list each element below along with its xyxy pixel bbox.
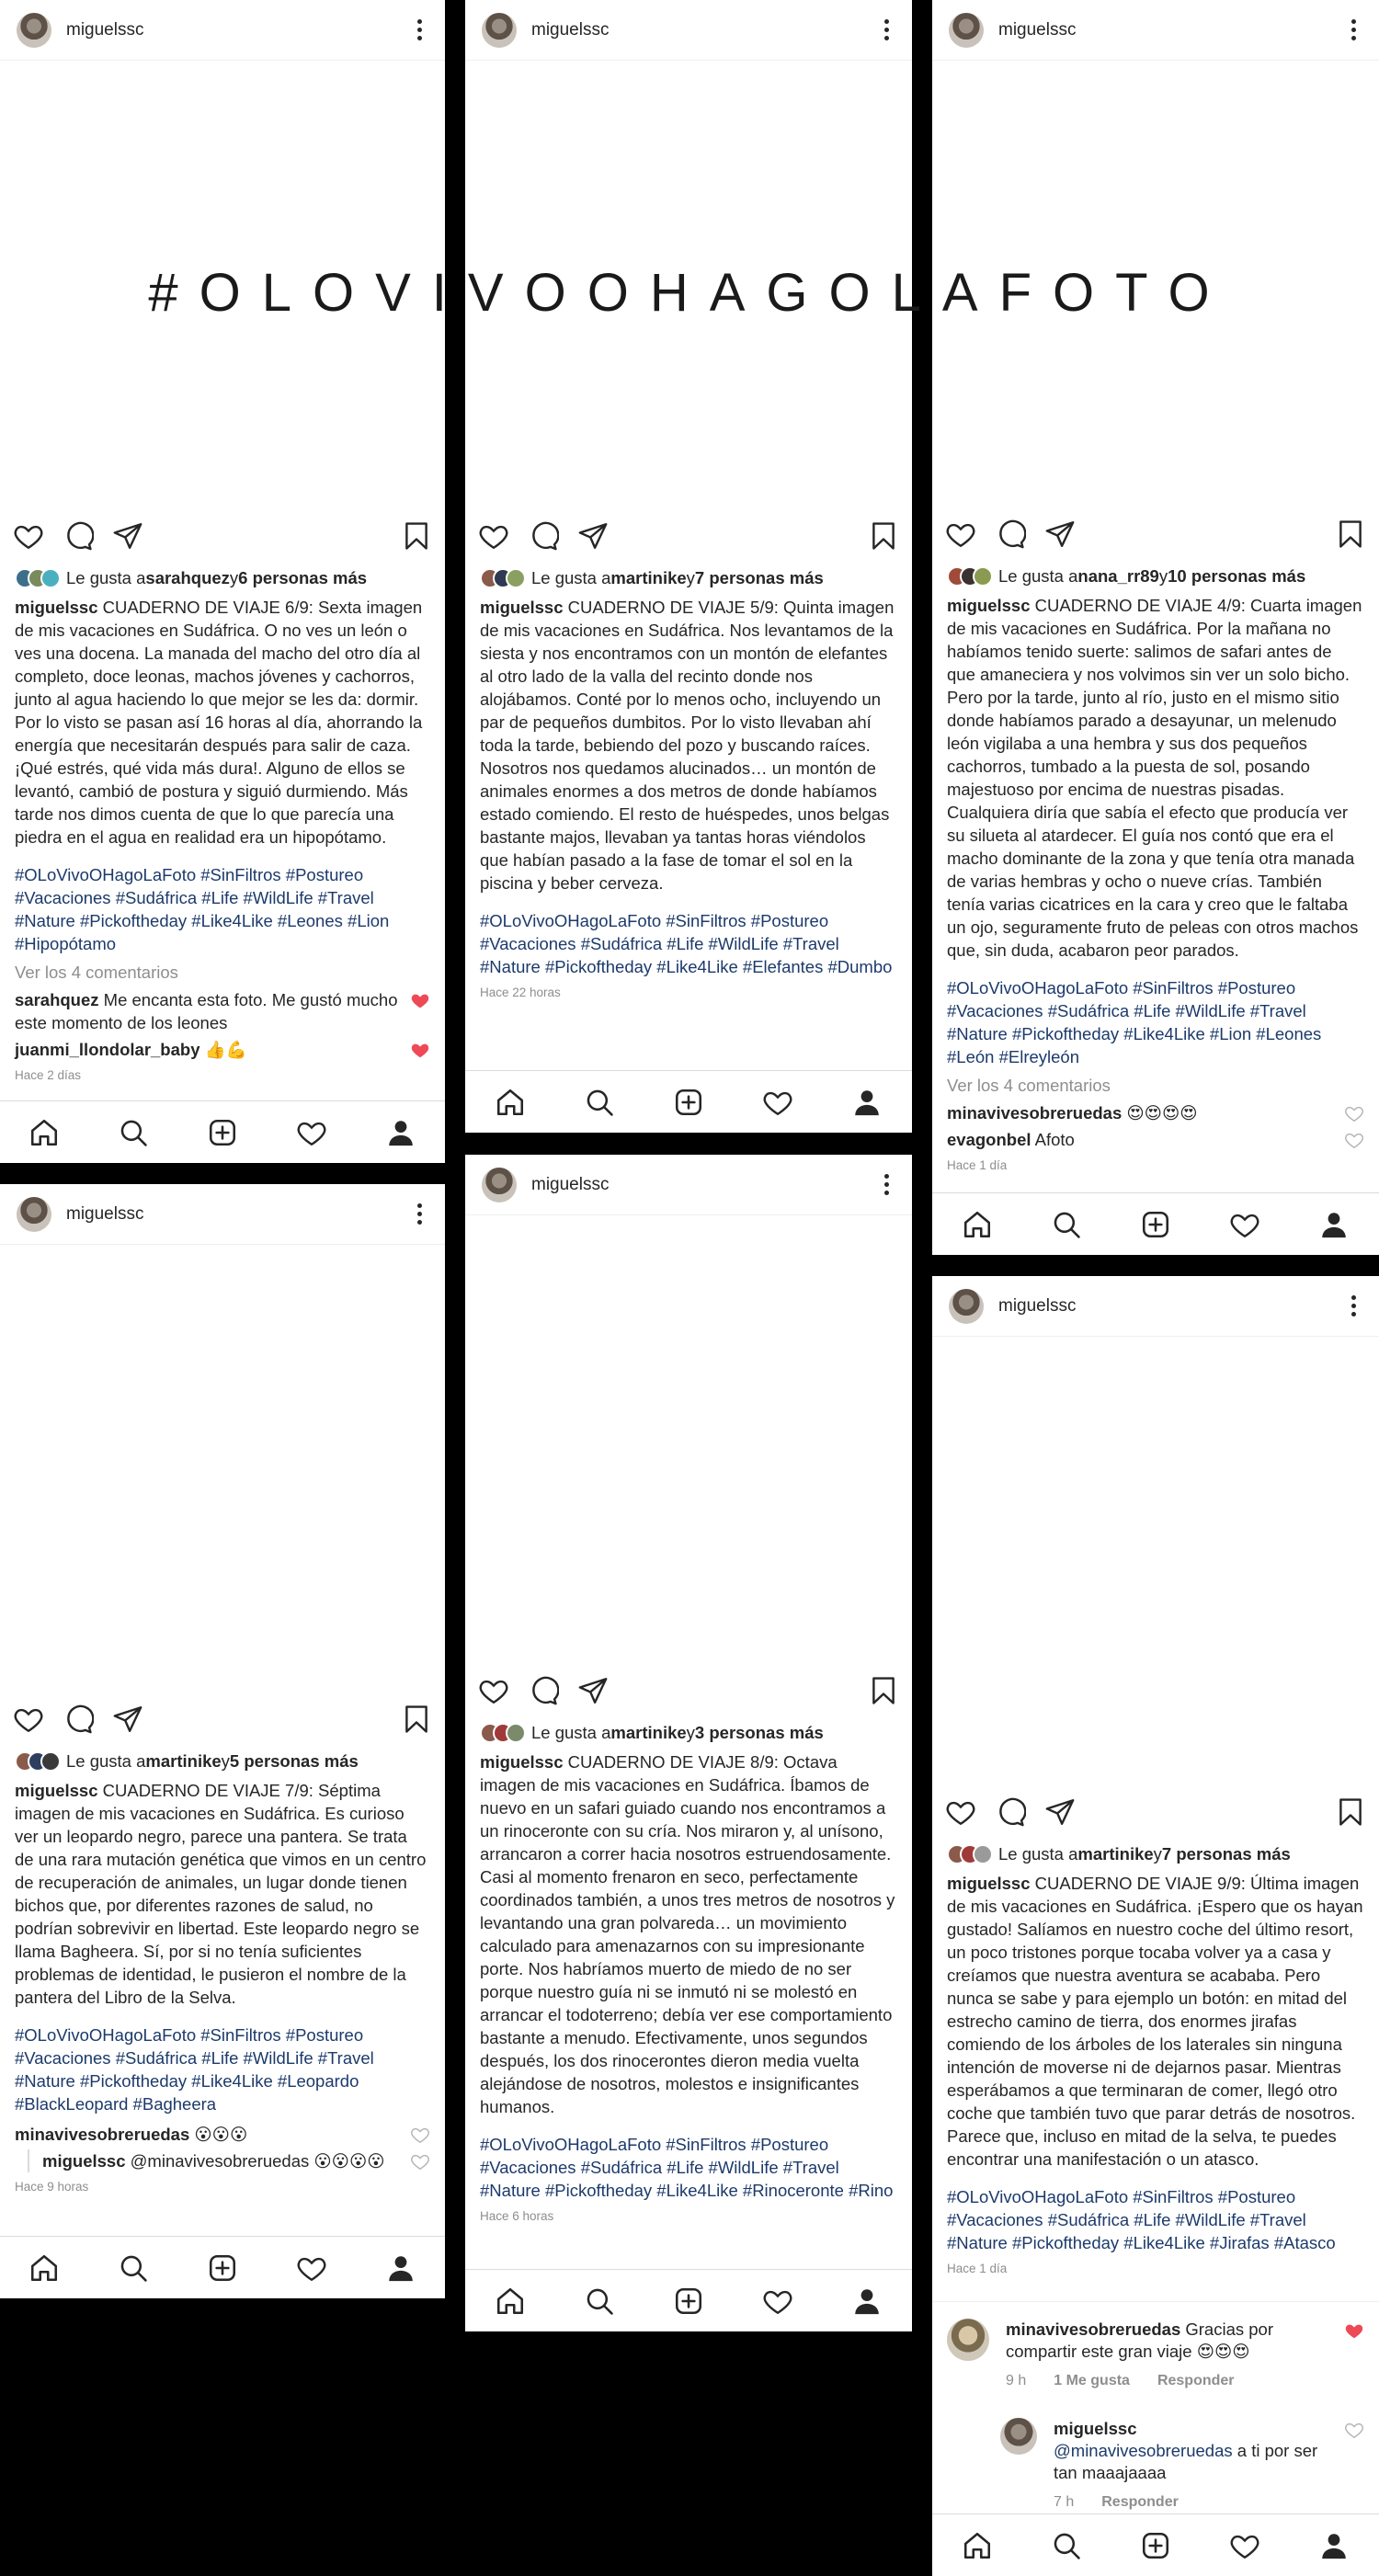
more-options-icon[interactable] — [410, 17, 428, 44]
profile-icon[interactable] — [1318, 2530, 1350, 2561]
caption-text: CUADERNO DE VIAJE 9/9: Última imagen de mis vacaciones en Sudáfrica. ¡Espero que os hayan gustado! Salíamos en nuestro coche del último resort, un poco tristones porque tocaba volver ya a casa y creíamos que nuestra aventura se acababa. Pero nunca se sabe y para ejemplo un botón: en mitad del estrecho camino de tierra, dos enormes jirafas comiendo de los árboles de los laterales sin ninguna intención de moverse ni de dejarnos pasar. Mientras esperábamos a que terminaran de comer, llegó otro coche que también tuvo que parar detrás de nosotros. Parece que, incluso en mitad de la selva, te puedes encontrar una manifestación o un atasco. — [947, 1874, 1363, 2169]
bottom-nav — [465, 1070, 912, 1133]
comment-username[interactable]: minavivesobreruedas — [1006, 2320, 1181, 2339]
comment-username[interactable]: minavivesobreruedas — [947, 1103, 1123, 1123]
comment-username[interactable]: minavivesobreruedas — [15, 2125, 190, 2144]
share-icon[interactable] — [112, 520, 143, 552]
comment-icon[interactable] — [995, 1796, 1026, 1828]
avatar[interactable] — [482, 1168, 517, 1203]
comment-icon[interactable] — [528, 1675, 559, 1706]
add-icon[interactable] — [673, 2285, 704, 2317]
post-6-screen — [0, 0, 445, 1163]
save-icon[interactable] — [401, 1704, 432, 1735]
like-icon[interactable] — [478, 1675, 509, 1706]
post-caption — [0, 592, 445, 849]
caption-username[interactable]: miguelssc — [947, 1874, 1031, 1893]
action-bar — [465, 1662, 912, 1719]
likes-mid: y — [1153, 1844, 1162, 1864]
liker-avatars — [480, 1723, 519, 1743]
search-icon[interactable] — [584, 2285, 615, 2317]
save-icon[interactable] — [401, 520, 432, 552]
comment-icon[interactable] — [528, 520, 559, 552]
search-icon[interactable] — [584, 1087, 615, 1118]
comment-like-icon[interactable] — [410, 2125, 430, 2145]
like-icon[interactable] — [13, 520, 44, 552]
likes-summary[interactable] — [0, 564, 445, 592]
home-icon[interactable] — [495, 1087, 526, 1118]
post-9-screen — [932, 1276, 1379, 2576]
home-icon[interactable] — [28, 1117, 60, 1148]
home-icon[interactable] — [28, 2252, 60, 2284]
post-5-screen — [465, 0, 912, 1133]
comment-like-icon[interactable] — [1344, 2420, 1364, 2440]
post-image[interactable] — [465, 1215, 912, 1662]
username[interactable]: miguelssc — [66, 1203, 144, 1224]
post-hashtags[interactable]: #OLoVivoOHagoLaFoto #SinFiltros #Postureo #Vacaciones #Sudáfrica #Life #WildLife #Travel #Nature #Pickoftheday #Like4Like #Lion #Leones #León #Elreyleón — [947, 978, 1322, 1066]
liked-user[interactable]: martinike — [610, 1723, 687, 1742]
avatar[interactable] — [949, 1289, 984, 1324]
profile-icon[interactable] — [851, 1087, 883, 1118]
share-icon[interactable] — [1044, 1796, 1076, 1828]
likes-prefix: Le gusta a — [531, 568, 611, 587]
likes-mid: y — [686, 568, 695, 587]
post-header — [0, 0, 445, 61]
add-icon[interactable] — [1140, 1209, 1171, 1240]
post-hashtags[interactable]: #OLoVivoOHagoLaFoto #SinFiltros #Postureo #Vacaciones #Sudáfrica #Life #WildLife #Travel #Nature #Pickoftheday #Like4Like #Leones #Lion #Hipopótamo — [15, 865, 390, 953]
action-bar — [932, 1784, 1379, 1841]
comment-text: Me encanta esta foto. Me gustó mucho este momento de los leones — [15, 990, 398, 1032]
search-icon[interactable] — [118, 2252, 149, 2284]
comment-liked-heart-icon[interactable] — [1344, 2320, 1364, 2341]
post-hashtags[interactable]: #OLoVivoOHagoLaFoto #SinFiltros #Postureo #Vacaciones #Sudáfrica #Life #WildLife #Travel #Nature #Pickoftheday #Like4Like #Leopardo #BlackLeopard #Bagheera — [15, 2025, 374, 2114]
bottom-nav — [0, 1100, 445, 1163]
post-image[interactable] — [0, 1245, 445, 1691]
avatar[interactable] — [949, 13, 984, 48]
post-caption — [465, 1747, 912, 2118]
avatar[interactable] — [17, 1197, 51, 1232]
post-header — [465, 1155, 912, 1215]
bottom-nav — [465, 2269, 912, 2331]
liked-count[interactable]: 5 personas más — [229, 1751, 359, 1771]
action-bar — [0, 1691, 445, 1748]
comment-icon[interactable] — [63, 1704, 94, 1735]
heart-icon[interactable] — [1229, 2530, 1260, 2561]
search-icon[interactable] — [118, 1117, 149, 1148]
comment-username[interactable]: miguelssc — [1054, 2419, 1137, 2438]
like-icon[interactable] — [478, 520, 509, 552]
bottom-nav — [0, 2236, 445, 2298]
share-icon[interactable] — [577, 1675, 609, 1706]
divider — [932, 2301, 1379, 2302]
home-icon[interactable] — [495, 2285, 526, 2317]
likes-prefix: Le gusta a — [998, 566, 1078, 586]
caption-text: CUADERNO DE VIAJE 7/9: Séptima imagen de mis vacaciones en Sudáfrica. Es curioso ver un leopardo negro, parece una pantera. Se trata de una rara mutación genética que vimos en un centro de recuperación de animales, un lugar donde tienen bichos que, por diferentes razones de salud, no podrían sobrevivir en libertad. Este leopardo negro se llama Bagheera. Sí, por si no tenía suficientes problemas de identidad, le pusieron el nombre de la pantera del Libro de la Selva. — [15, 1781, 427, 2007]
comment-item — [932, 1124, 1379, 1151]
like-icon[interactable] — [945, 519, 976, 550]
likes-mid: y — [1158, 566, 1168, 586]
comment-likes-count[interactable]: 1 Me gusta — [1054, 2373, 1130, 2388]
post-header — [932, 1276, 1379, 1337]
likes-mid: y — [221, 1751, 230, 1771]
likes-summary[interactable] — [465, 564, 912, 592]
liked-user[interactable]: martinike — [145, 1751, 222, 1771]
home-icon[interactable] — [962, 1209, 993, 1240]
profile-icon[interactable] — [385, 1117, 416, 1148]
comment-liked-heart-icon[interactable] — [410, 1040, 430, 1060]
like-icon[interactable] — [13, 1704, 44, 1735]
comment-like-icon[interactable] — [410, 2151, 430, 2171]
heart-icon[interactable] — [296, 2252, 327, 2284]
post-caption — [932, 590, 1379, 962]
likes-summary[interactable] — [0, 1748, 445, 1775]
comment-text: Afoto — [1034, 1130, 1075, 1149]
comment-text: a ti por ser tan maaajaaaa — [1054, 2441, 1318, 2482]
add-icon[interactable] — [207, 1117, 238, 1148]
more-options-icon[interactable] — [877, 17, 895, 44]
username[interactable]: miguelssc — [998, 19, 1077, 40]
post-hashtags[interactable]: #OLoVivoOHagoLaFoto #SinFiltros #Postureo #Vacaciones #Sudáfrica #Life #WildLife #Travel #Nature #Pickoftheday #Like4Like #Rinoceronte #Rino — [480, 2135, 894, 2200]
liked-user[interactable]: sarahquez — [145, 568, 230, 587]
post-header — [0, 1184, 445, 1245]
post-caption — [932, 1868, 1379, 2171]
post-time: Hace 6 horas — [480, 2209, 554, 2223]
likes-summary[interactable] — [465, 1719, 912, 1747]
comment-item — [932, 1098, 1379, 1124]
search-icon[interactable] — [1051, 2530, 1082, 2561]
likes-summary[interactable] — [932, 563, 1379, 590]
profile-icon[interactable] — [385, 2252, 416, 2284]
caption-text: CUADERNO DE VIAJE 4/9: Cuarta imagen de mis vacaciones en Sudáfrica. Por la mañana no habíamos tenido suerte: salimos de safari antes de que amaneciera y nos volvimos sin ver un solo bicho. Pero por la tarde, junto al río, justo en el mismo sitio donde habíamos parado a desayunar, un melenudo león vigilaba a una hembra y sus dos pequeños cachorros, tumbado a la puesta de sol, posando majestuoso por encima de nuestras pisadas. Cualquiera diría que sabía el efecto que producía ver su silueta al atardecer. El guía nos contó que era el macho dominante de la zona y que tenía otra manada de varias hembras y ocho o nueve crías. También tenía varias cicatrices en la cara y creo que le faltaba un ojo, seguramente fruto de peleas con otros machos que, sin duda, acabaron peor parados. — [947, 596, 1362, 960]
post-time: Hace 9 horas — [15, 2180, 89, 2194]
username[interactable]: miguelssc — [531, 1174, 610, 1194]
share-icon[interactable] — [577, 520, 609, 552]
username[interactable]: miguelssc — [66, 19, 144, 40]
comment-username[interactable]: sarahquez — [15, 990, 99, 1009]
liked-user[interactable]: martinike — [1077, 1844, 1154, 1864]
liker-avatars — [947, 566, 986, 587]
liked-count[interactable]: 3 personas más — [694, 1723, 824, 1742]
liker-avatars — [15, 1751, 53, 1772]
comment-thread — [932, 2319, 1379, 2392]
liker-avatars — [947, 1844, 986, 1864]
bottom-nav — [932, 1192, 1379, 1255]
add-icon[interactable] — [1140, 2530, 1171, 2561]
bottom-nav — [932, 2513, 1379, 2576]
heart-icon[interactable] — [1229, 1209, 1260, 1240]
comment-username[interactable]: juanmi_llondolar_baby — [15, 1040, 200, 1059]
comment-like-icon[interactable] — [1344, 1130, 1364, 1150]
post-4-screen — [932, 0, 1379, 1255]
likes-prefix: Le gusta a — [531, 1723, 611, 1742]
more-options-icon[interactable] — [1344, 17, 1362, 44]
share-icon[interactable] — [112, 1704, 143, 1735]
username[interactable]: miguelssc — [531, 19, 610, 40]
likes-mid: y — [229, 568, 239, 587]
comment-item — [0, 2115, 445, 2146]
post-image[interactable] — [932, 1337, 1379, 1784]
post-8-screen — [465, 1155, 912, 2331]
username[interactable]: miguelssc — [998, 1295, 1077, 1316]
caption-text: CUADERNO DE VIAJE 6/9: Sexta imagen de mis vacaciones en Sudáfrica. O no ves un león o ves una docena. La manada del macho del otro día al completo, doce leonas, machos jóvenes y cachorros, junto al agua haciendo lo que mejor se les da: dormir. Por lo visto se pasan así 16 horas al día, ahorrando la energía que necesitarán después para salir de caza. ¡Qué estrés, qué vida más dura!. Alguno de ellos se levantó, cambió de postura y siguió durmiendo. Más tarde nos dimos cuenta de que lo que parecía una piedra en el agua en realidad era un hipopótamo. — [15, 598, 423, 847]
comment-icon[interactable] — [995, 519, 1026, 550]
profile-icon[interactable] — [851, 2285, 883, 2317]
comment-item — [0, 985, 445, 1034]
liker-avatars — [15, 568, 53, 588]
save-icon[interactable] — [1335, 519, 1366, 550]
heart-icon[interactable] — [762, 2285, 793, 2317]
reply-mention[interactable]: @minavivesobreruedas — [1054, 2441, 1233, 2460]
comment-text: 😍😍😍😍 — [1126, 1103, 1198, 1123]
caption-text: CUADERNO DE VIAJE 5/9: Quinta imagen de mis vacaciones en Sudáfrica. Nos levantamos de la siesta y nos encontramos con un montón de elefantes al otro lado de la valla del recinto donde nos alojábamos. Conté por lo menos ocho, incluyendo un par de pequeños dumbitos. Por lo visto llevaban ahí toda la tarde, bebiendo del pozo y buscando raíces. Nosotros nos quedamos alucinados… un montón de animales enormes a dos metros de donde habíamos estado comiendo. El resto de huéspedes, unos belgas bastante majos, llevaban ya tantas horas viéndolos que habían pasado a la fase de tomar el sol en la piscina y beber cerveza. — [480, 598, 895, 893]
comment-time: 9 h — [1006, 2373, 1027, 2388]
add-icon[interactable] — [673, 1087, 704, 1118]
likes-summary[interactable] — [932, 1841, 1379, 1868]
post-caption — [465, 592, 912, 895]
comment-text: Gracias por compartir este gran viaje 😍😍😍 — [1006, 2320, 1273, 2361]
search-icon[interactable] — [1051, 1209, 1082, 1240]
more-options-icon[interactable] — [410, 1201, 428, 1228]
post-hashtags[interactable]: #OLoVivoOHagoLaFoto #SinFiltros #Postureo #Vacaciones #Sudáfrica #Life #WildLife #Travel #Nature #Pickoftheday #Like4Like #Jirafas #Atasco — [947, 2187, 1336, 2252]
caption-username[interactable]: miguelssc — [480, 1752, 564, 1772]
more-options-icon[interactable] — [877, 1171, 895, 1199]
comment-like-icon[interactable] — [1344, 1103, 1364, 1123]
avatar[interactable] — [17, 13, 51, 48]
caption-username[interactable]: miguelssc — [15, 598, 98, 617]
view-all-comments[interactable]: Ver los 4 comentarios — [15, 963, 178, 982]
heart-icon[interactable] — [762, 1087, 793, 1118]
likes-prefix: Le gusta a — [66, 1751, 146, 1771]
avatar[interactable] — [482, 13, 517, 48]
like-icon[interactable] — [945, 1796, 976, 1828]
comment-reply — [932, 2418, 1379, 2513]
liked-count[interactable]: 10 personas más — [1168, 566, 1306, 586]
comment-item — [0, 1034, 445, 1061]
caption-username[interactable]: miguelssc — [947, 596, 1031, 615]
avatar[interactable] — [947, 2319, 989, 2361]
liked-count[interactable]: 7 personas más — [694, 568, 824, 587]
likes-prefix: Le gusta a — [66, 568, 146, 587]
post-7-screen — [0, 1184, 445, 2298]
overlay-hashtag-text: #OLOVIVOOHAGOLAFOTO — [148, 263, 1231, 323]
comment-time: 7 h — [1054, 2494, 1075, 2510]
comment-icon[interactable] — [63, 520, 94, 552]
action-bar — [932, 506, 1379, 563]
comment-username[interactable]: miguelssc — [42, 2151, 126, 2171]
liked-user[interactable]: nana_rr89 — [1077, 566, 1159, 586]
profile-icon[interactable] — [1318, 1209, 1350, 1240]
comment-text: 👍💪 — [204, 1040, 247, 1059]
post-time: Hace 2 días — [15, 1068, 82, 1082]
comment-reply — [0, 2146, 445, 2172]
post-caption — [0, 1775, 445, 2009]
post-time: Hace 1 día — [947, 1158, 1008, 1172]
share-icon[interactable] — [1044, 519, 1076, 550]
liked-count[interactable]: 7 personas más — [1161, 1844, 1291, 1864]
action-bar — [465, 507, 912, 564]
post-header — [932, 0, 1379, 61]
post-time: Hace 1 día — [947, 2262, 1008, 2275]
save-icon[interactable] — [1335, 1796, 1366, 1828]
add-icon[interactable] — [207, 2252, 238, 2284]
comment-text: 😮😮😮 — [194, 2125, 248, 2144]
reply-button[interactable]: Responder — [1101, 2494, 1179, 2510]
post-time: Hace 22 horas — [480, 986, 561, 999]
post-hashtags[interactable]: #OLoVivoOHagoLaFoto #SinFiltros #Postureo #Vacaciones #Sudáfrica #Life #WildLife #Travel #Nature #Pickoftheday #Like4Like #Elefantes #Dumbo — [480, 911, 893, 976]
liked-count[interactable]: 6 personas más — [238, 568, 368, 587]
comment-liked-heart-icon[interactable] — [410, 990, 430, 1010]
heart-icon[interactable] — [296, 1117, 327, 1148]
action-bar — [0, 507, 445, 564]
save-icon[interactable] — [868, 520, 899, 552]
likes-mid: y — [686, 1723, 695, 1742]
liked-user[interactable]: martinike — [610, 568, 687, 587]
save-icon[interactable] — [868, 1675, 899, 1706]
post-header — [465, 0, 912, 61]
avatar[interactable] — [1000, 2418, 1037, 2455]
caption-username[interactable]: miguelssc — [15, 1781, 98, 1800]
more-options-icon[interactable] — [1344, 1293, 1362, 1320]
view-all-comments[interactable]: Ver los 4 comentarios — [947, 1076, 1111, 1095]
comment-username[interactable]: evagonbel — [947, 1130, 1031, 1149]
likes-prefix: Le gusta a — [998, 1844, 1078, 1864]
reply-button[interactable]: Responder — [1157, 2373, 1235, 2388]
caption-text: CUADERNO DE VIAJE 8/9: Octava imagen de mis vacaciones en Sudáfrica. Íbamos de nuevo en un safari guiado cuando nos encontramos a un rinoceronte con su cría. Nos miraron y, al unísono, arrancaron a correr hacia nosotros estruendosamente. Casi al momento frenaron en seco, perfectamente coordinados también, a unos tres metros de nosotros y levantando una gran polvareda… un movimiento calculado para amenazarnos con su impresionante porte. Nos habríamos muerto de miedo de no ser porque nuestro guía ni se inmutó ni se molestó en arrancar el todoterreno; debía ver ese comportamiento bastante a menudo. Efectivamente, unos segundos después, los dos rinocerontes dieron media vuelta alejándose de nosotros, molestos e insignificantes humanos. — [480, 1752, 895, 2116]
comment-text: @minavivesobreruedas 😮😮😮😮 — [130, 2151, 385, 2171]
caption-username[interactable]: miguelssc — [480, 598, 564, 617]
liker-avatars — [480, 568, 519, 588]
home-icon[interactable] — [962, 2530, 993, 2561]
